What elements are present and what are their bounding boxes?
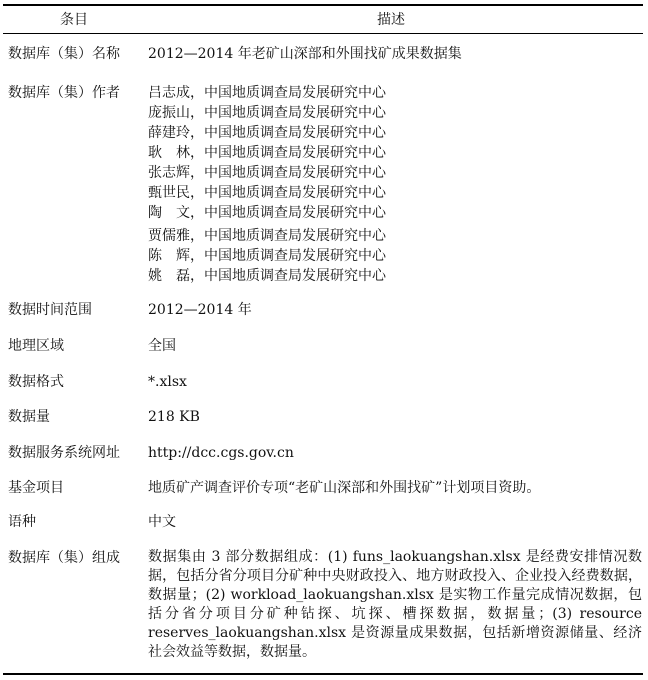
row-value: 2012—2014 年 xyxy=(148,302,252,318)
row-value: 218 KB xyxy=(148,409,200,425)
header-item-column: 条目 xyxy=(60,12,88,28)
table-top-rule xyxy=(3,4,643,6)
author-entry: 姚 磊，中国地质调查局发展研究中心 xyxy=(148,268,386,284)
composition-text: 数据集由 3 部分数据组成：(1) funs_laokuangshan.xlsx 是经费安排情况数据，包括分省分项目分矿种中央财政投入、地方财政投入、企业投入经费数据，数据量；(2) workload_laokuangshan.xlsx 是实物工作量完成情况数据，包括分省分项目分矿种钻探、坑探、槽探数据，数据量；(3) resource reserves_laokuangshan.xlsx 是资源量成果数据，包括新增资源储量、经济社会效益等数据，数据量。 xyxy=(148,549,642,660)
row-value: 全国 xyxy=(148,338,176,354)
row-value: 2012—2014 年老矿山深部和外围找矿成果数据集 xyxy=(148,46,462,62)
row-label: 地理区域 xyxy=(8,338,64,354)
row-value: *.xlsx xyxy=(148,374,187,390)
row-label: 数据时间范围 xyxy=(8,302,92,318)
row-value: 地质矿产调查评价专项“老矿山深部和外围找矿”计划项目资助。 xyxy=(148,480,541,496)
author-entry: 陈 辉，中国地质调查局发展研究中心 xyxy=(148,248,386,264)
header-description-column: 描述 xyxy=(377,12,405,28)
author-entry: 贾儒雅，中国地质调查局发展研究中心 xyxy=(148,228,386,244)
row-label: 数据格式 xyxy=(8,374,64,390)
row-value xyxy=(148,548,642,662)
author-entry: 庞振山，中国地质调查局发展研究中心 xyxy=(148,105,386,121)
row-label: 数据库（集）作者 xyxy=(8,85,120,101)
author-entry: 张志辉，中国地质调查局发展研究中心 xyxy=(148,165,386,181)
author-entry: 陶 文，中国地质调查局发展研究中心 xyxy=(148,205,386,221)
table-header-rule xyxy=(3,33,643,34)
row-label: 数据库（集）组成 xyxy=(8,550,120,566)
author-entry: 甄世民，中国地质调查局发展研究中心 xyxy=(148,185,386,201)
row-label: 数据量 xyxy=(8,409,50,425)
row-value: 中文 xyxy=(148,514,176,530)
row-label: 语种 xyxy=(8,514,36,530)
row-label: 数据服务系统网址 xyxy=(8,445,120,461)
row-label: 基金项目 xyxy=(8,480,64,496)
author-list xyxy=(148,83,642,286)
table-bottom-rule xyxy=(3,673,643,675)
author-entry: 薛建玲，中国地质调查局发展研究中心 xyxy=(148,125,386,141)
row-label: 数据库（集）名称 xyxy=(8,46,120,62)
service-url: http://dcc.cgs.gov.cn xyxy=(148,445,294,461)
author-entry: 吕志成，中国地质调查局发展研究中心 xyxy=(148,85,386,101)
author-entry: 耿 林，中国地质调查局发展研究中心 xyxy=(148,145,386,161)
